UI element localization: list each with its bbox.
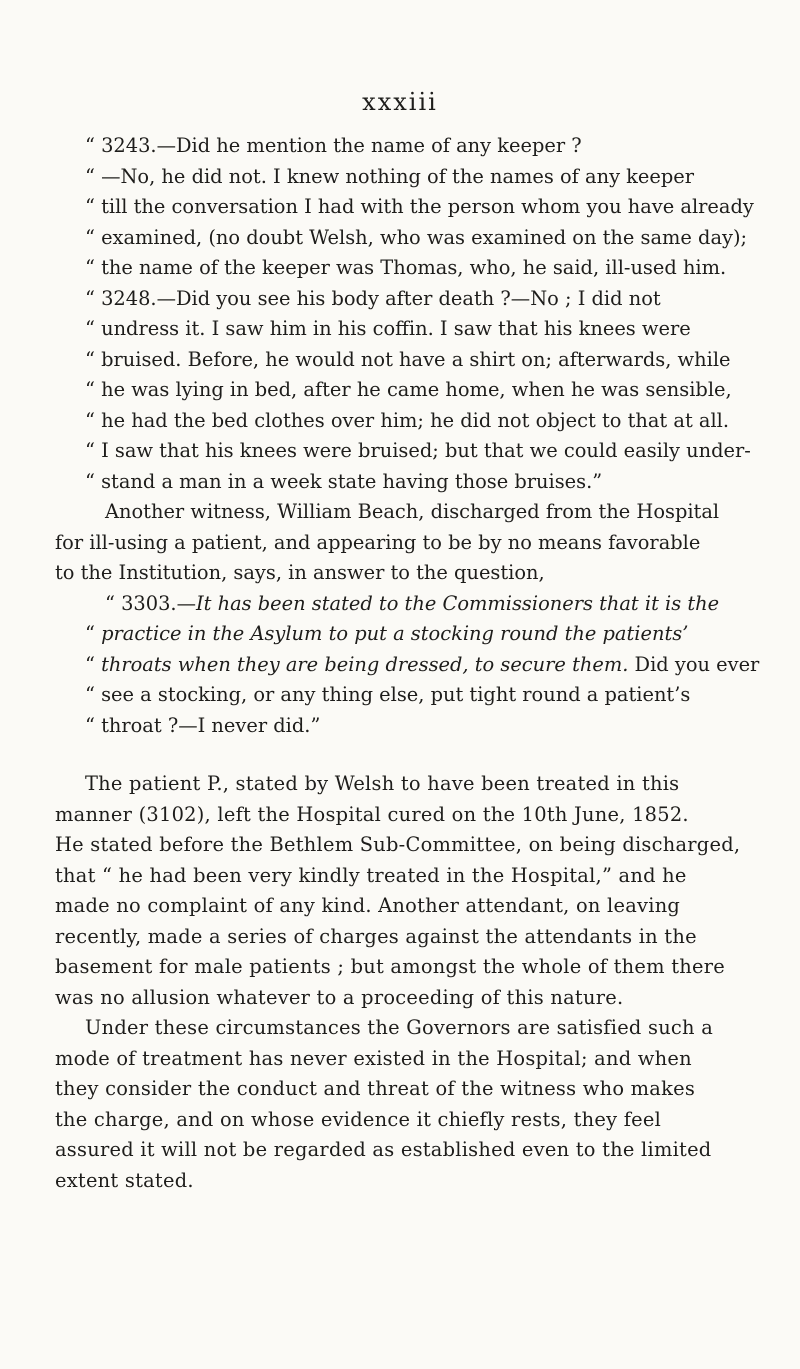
text-line: “ he had the bed clothes over him; he did not object to that at all.: [85, 408, 730, 432]
text-line: Under these circumstances the Governors are satisfied such a: [85, 1016, 714, 1039]
plain-text: Did you ever: [628, 652, 760, 676]
text-line: “ 3243.—Did he mention the name of any keeper ?: [85, 134, 582, 157]
text-line: recently, made a series of charges against the attendants in the: [55, 924, 697, 948]
text-line: that “ he had been very kindly treated in the Hospital,” and he: [55, 863, 687, 887]
text-line: “ the name of the keeper was Thomas, who, he said, ill-used him.: [85, 256, 727, 279]
text-line: “ till the conversation I had with the person whom you have already: [85, 195, 754, 218]
italic-text: practice in the Asylum to put a stocking round the patients’: [101, 622, 689, 645]
text-line: to the Institution, says, in answer to the question,: [55, 561, 545, 584]
text-line: for ill-using a patient, and appearing to be by no means favorable: [55, 530, 701, 554]
text-line: “ stand a man in a week state having those bruises.”: [85, 469, 603, 493]
text-line: assured it will not be regarded as established even to the limited: [55, 1138, 712, 1161]
paragraph-gap: [55, 741, 765, 769]
quote-mark: “: [85, 652, 102, 676]
text-line: extent stated.: [55, 1168, 194, 1192]
text-line: the charge, and on whose evidence it chiefly rests, they feel: [55, 1107, 662, 1131]
text-line: they consider the conduct and threat of the witness who makes: [55, 1077, 696, 1100]
quote-number: “ 3303.—: [105, 591, 196, 615]
text-line: [55, 650, 765, 681]
text-line: “ —No, he did not. I knew nothing of the names of any keeper: [85, 164, 695, 188]
text-line: “ he was lying in bed, after he came home, when he was sensible,: [85, 378, 732, 401]
text-line: made no complaint of any kind. Another attendant, on leaving: [55, 894, 681, 917]
text-line: He stated before the Bethlem Sub-Committee, on being discharged,: [55, 833, 741, 856]
text-line: mode of treatment has never existed in the Hospital; and when: [55, 1046, 692, 1070]
text-line: Another witness, William Beach, discharged from the Hospital: [105, 500, 720, 523]
text-line: basement for male patients ; but amongst the whole of them there: [55, 955, 725, 978]
text-line: “ bruised. Before, he would not have a shirt on; afterwards, while: [85, 347, 731, 371]
text-line: was no allusion whatever to a proceeding of this nature.: [55, 985, 624, 1009]
text-line: “ throat ?—I never did.”: [85, 713, 321, 737]
italic-text: throats when they are being dressed, to secure them.: [101, 652, 629, 676]
text-line: “ undress it. I saw him in his coffin. I saw that his knees were: [85, 317, 691, 340]
quote-mark: “: [85, 622, 102, 645]
text-line: The patient P., stated by Welsh to have been treated in this: [85, 772, 680, 795]
page-body: [55, 131, 765, 1196]
text-line: manner (3102), left the Hospital cured on the 10th June, 1852.: [55, 802, 689, 826]
text-line: [55, 619, 765, 650]
text-line: “ examined, (no doubt Welsh, who was examined on the same day);: [85, 225, 748, 249]
page-number: xxxiii: [362, 88, 438, 116]
text-line: “ I saw that his knees were bruised; but that we could easily under-: [85, 439, 751, 462]
text-line: [55, 589, 765, 620]
italic-text: It has been stated to the Commissioners that it is the: [195, 591, 720, 615]
text-line: “ see a stocking, or any thing else, put tight round a patient’s: [85, 683, 691, 706]
text-line: “ 3248.—Did you see his body after death ?—No ; I did not: [85, 286, 661, 310]
